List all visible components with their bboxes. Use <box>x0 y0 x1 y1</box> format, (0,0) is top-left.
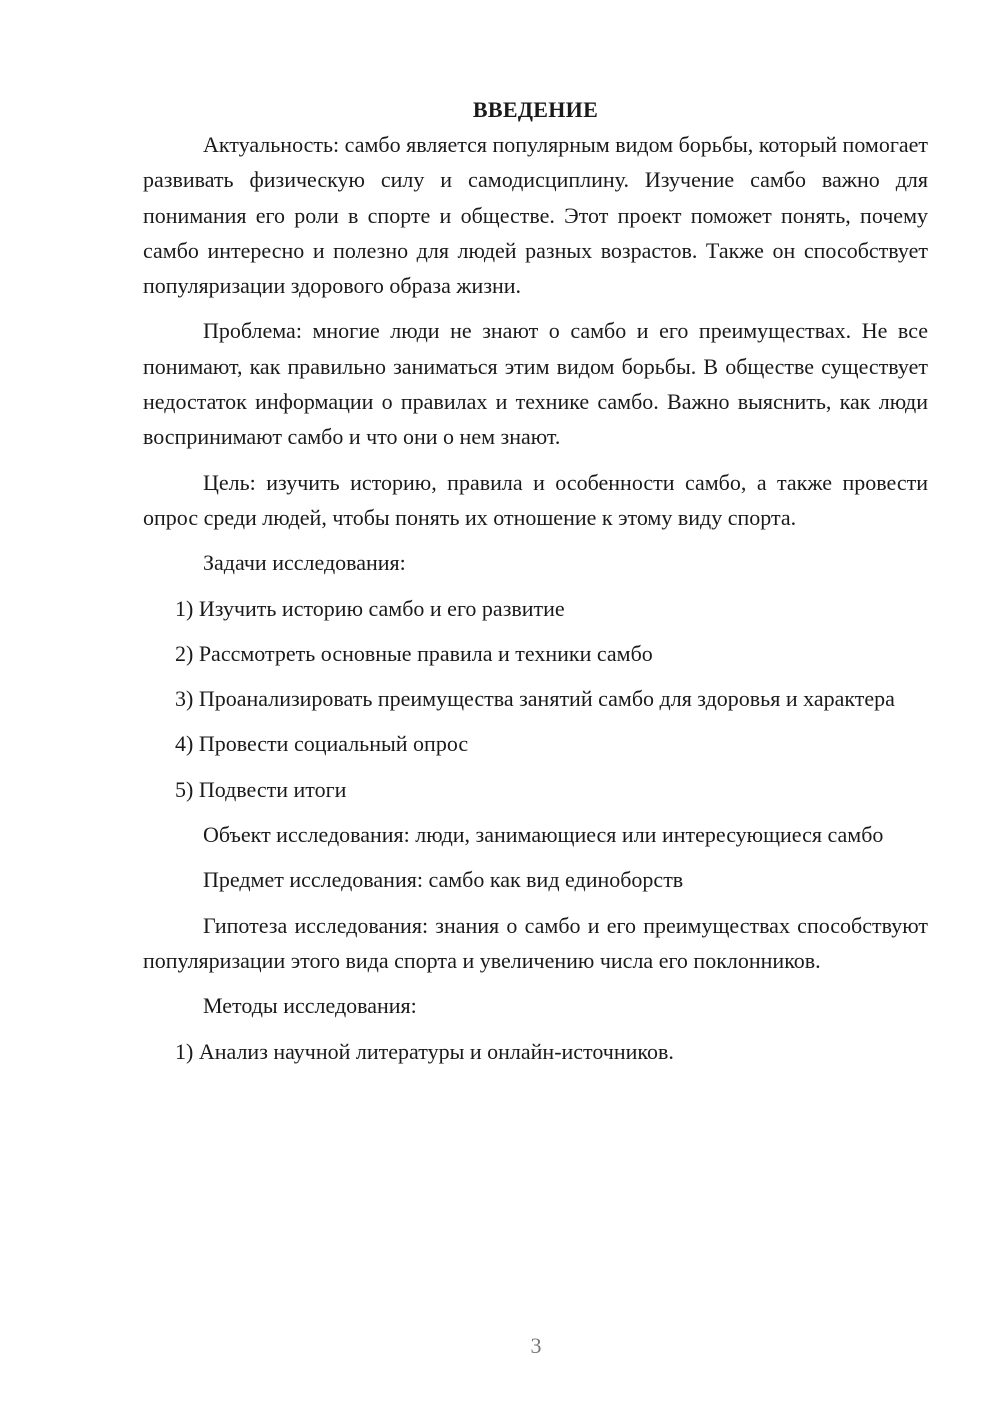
task-item-3: 3) Проанализировать преимущества занятий самбо для здоровья и характера <box>175 686 895 712</box>
paragraph-relevance: Актуальность: самбо является популярным видом борьбы, который помогает развивать физическую силу и самодисциплину. Изучение самбо важно для понимания его роли в спорте и обществе. Этот проект поможет понять, почему самбо интересно и полезно для людей разных возрастов. Также он способствует популяризации здорового образа жизни. <box>143 132 928 299</box>
document-page <box>143 92 928 1079</box>
paragraph-hypothesis: Гипотеза исследования: знания о самбо и его преимуществах способствуют популяризации этого вида спорта и увеличению числа его поклонников. <box>143 912 928 973</box>
paragraph-goal: Цель: изучить историю, правила и особенности самбо, а также провести опрос среди людей, чтобы понять их отношение к этому виду спорта. <box>143 469 928 530</box>
task-item-5: 5) Подвести итоги <box>175 776 347 802</box>
paragraph-problem: Проблема: многие люди не знают о самбо и его преимуществах. Не все понимают, как правильно заниматься этим видом борьбы. В обществе существует недостаток информации о правилах и технике самбо. Важно выяснить, как люди воспринимают самбо и что они о нем знают. <box>143 318 928 450</box>
paragraph-methods-heading: Методы исследования: <box>203 993 417 1019</box>
method-item-1: 1) Анализ научной литературы и онлайн-источников. <box>175 1038 674 1064</box>
paragraph-object: Объект исследования: люди, занимающиеся или интересующиеся самбо <box>203 822 884 848</box>
page-number: 3 <box>530 1333 542 1358</box>
task-item-1: 1) Изучить историю самбо и его развитие <box>175 595 565 621</box>
paragraph-tasks-heading: Задачи исследования: <box>203 550 406 576</box>
section-heading: ВВЕДЕНИЕ <box>472 97 599 122</box>
paragraph-subject: Предмет исследования: самбо как вид единоборств <box>203 867 684 893</box>
task-item-2: 2) Рассмотреть основные правила и техники самбо <box>175 640 653 666</box>
task-item-4: 4) Провести социальный опрос <box>175 731 469 757</box>
